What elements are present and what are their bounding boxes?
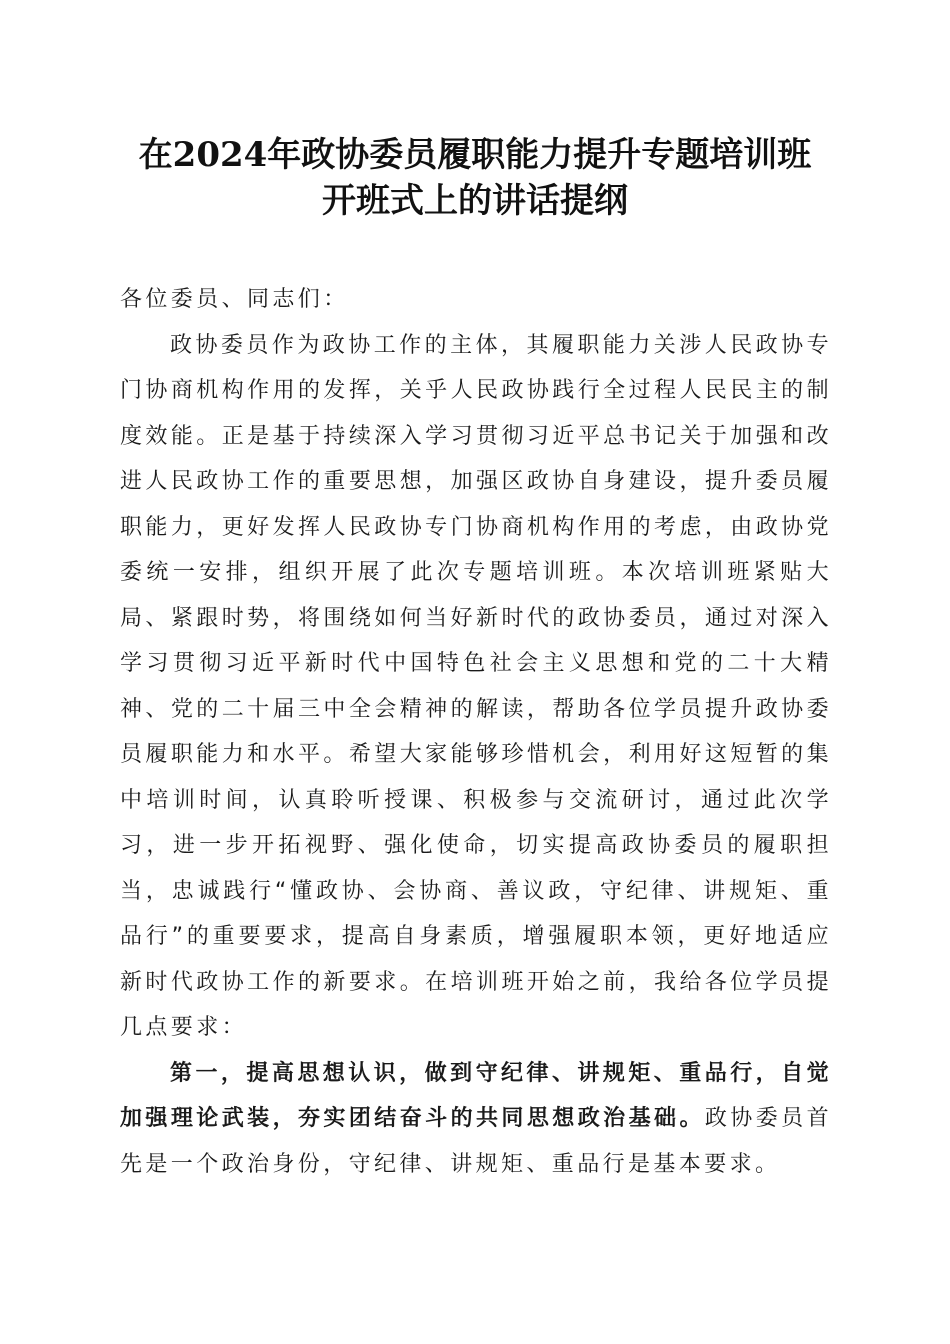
point-one-text: 政协委员首先是一个政治身份，守纪律、讲规矩、重品行是基本要求。 [120,1106,832,1177]
intro-paragraph: 政协委员作为政协工作的主体，其履职能力关涉人民政协专门协商机构作用的发挥，关乎人民政协践行全过程人民民主的制度效能。正是基于持续深入学习贯彻习近平总书记关于加强和改进人民政协工作的重要思想，加强区政协自身建设，提升委员履职能力，更好发挥人民政协专门协商机构作用的考虑，由政协党委统一安排，组织开展了此次专题培训班。本次培训班紧贴大局、紧跟时势，将围绕如何当好新时代的政协委员，通过对深入学习贯彻习近平新时代中国特色社会主义思想和党的二十大精神、党的二十届三中全会精神的解读，帮助各位学员提升政协委员履职能力和水平。希望大家能够珍惜机会，利用好这短暂的集中培训时间，认真聆听授课、积极参与交流研讨，通过此次学习，进一步开拓视野、强化使命，切实提高政协委员的履职担当，忠诚践行“懂政协、会协商、善议政，守纪律、讲规矩、重品行”的重要要求，提高自身素质，增强履职本领，更好地适应新时代政协工作的新要求。在培训班开始之前，我给各位学员提几点要求： [120,332,832,1040]
document-title [80,132,870,224]
point-one-heading: 第一，提高思想认识，做到守纪律、讲规矩、重品行，自觉加强理论武装，夯实团结奋斗的共同思想政治基础。 [120,1060,832,1131]
salutation: 各位委员、同志们： [120,287,349,312]
title-line-2: 开班式上的讲话提纲 [322,181,628,221]
title-line-1: 在2024年政协委员履职能力提升专题培训班 [138,135,812,175]
point-one-paragraph [120,1051,832,1188]
document-body [120,277,832,1187]
